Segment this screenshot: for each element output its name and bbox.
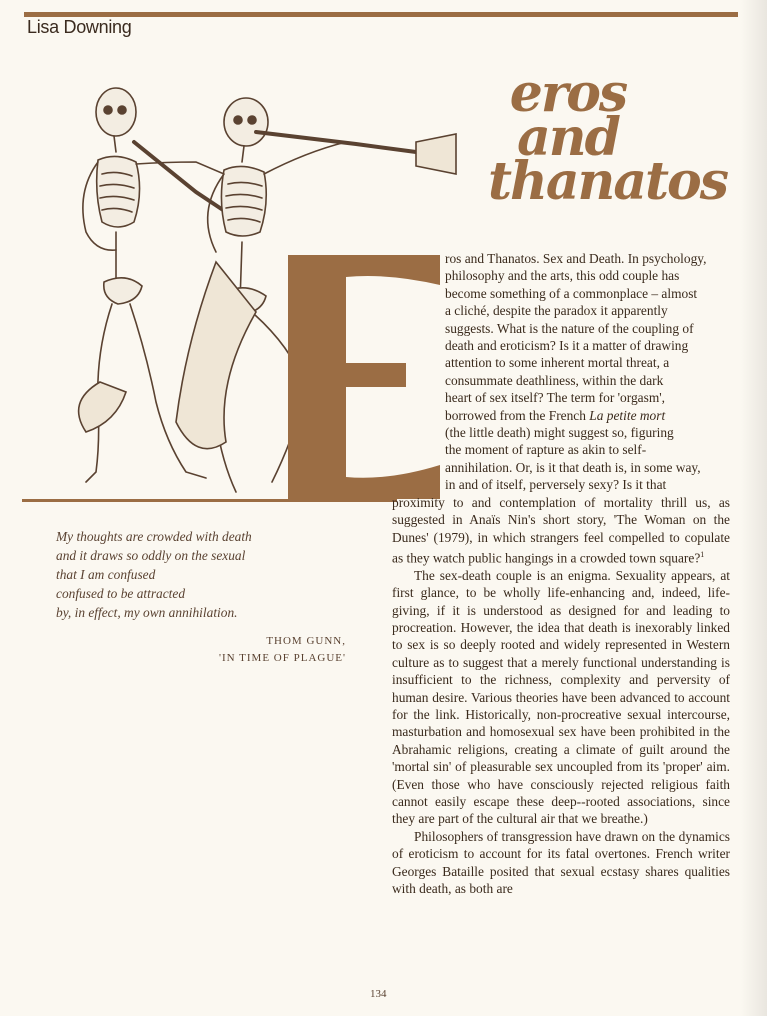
poem-source: 'IN TIME OF PLAGUE' <box>219 652 346 664</box>
line <box>445 407 730 424</box>
line: a cliché, despite the paradox it apparently <box>445 303 668 319</box>
line: attention to some inherent mortal threat, a <box>445 355 670 371</box>
poem-line: confused to be attracted <box>56 586 186 601</box>
line-text: borrowed from the French <box>445 407 590 423</box>
line: annihilation. Or, is it that death is, in some way, <box>445 459 701 475</box>
opening-lines <box>445 250 730 494</box>
title-line-1: eros <box>509 63 627 124</box>
line: suggests. What is the nature of the coupling of <box>445 320 694 336</box>
line: the moment of rapture as akin to self- <box>445 442 647 458</box>
paragraph-3: Philosophers of transgression have drawn on the dynamics of eroticism to account for its fatal overtones. French writer Georges Bataille posited that sexual ecstasy shares qualities with death, as both are <box>392 828 730 897</box>
poem-line: by, in effect, my own annihilation. <box>56 605 238 620</box>
italic-phrase: La petite mort <box>589 407 666 423</box>
chapter-title <box>488 63 727 212</box>
line: ros and Thanatos. Sex and Death. In psychology, <box>445 251 707 266</box>
line: philosophy and the arts, this odd couple has <box>445 268 680 284</box>
illustration-baseline-rule <box>22 499 397 502</box>
epigraph-poem <box>56 527 356 622</box>
page-number: 134 <box>370 988 387 1000</box>
poem-line: and it draws so oddly on the sexual <box>56 548 246 563</box>
poem-line: that I am confused <box>56 567 156 582</box>
line: death and eroticism? Is it a matter of drawing <box>445 338 689 354</box>
paragraph-1-continued: proximity to and contemplation of mortality thrill us, as suggested in Anaïs Nin's short story, 'The Woman on the Dunes' (1979), in which strangers feel compelled to copulate as they watch public hangings in a crowded town square?$^1$ <box>392 494 730 566</box>
poem-line: My thoughts are crowded with death <box>56 529 252 544</box>
line: in and of itself, perversely sexy? Is it that <box>445 477 667 493</box>
page-edge-shadow <box>741 0 767 1016</box>
line: (the little death) might suggest so, figuring <box>445 425 674 441</box>
line: consummate deathliness, within the dark <box>445 372 664 388</box>
epigraph-attribution <box>204 633 346 667</box>
paragraph-2: The sex-death couple is an enigma. Sexuality appears, at first glance, to be wholly life-enhancing and, indeed, life-giving, if it is understood as designed for and leading to procreation. However, the idea that death is inexorably linked to sex is so deeply rooted and widely represented in Western culture as to suggest that a merely functional understanding is insufficient to the richness, complexity and perversity of human desire. Various theories have been advanced to account for the link. Historically, non-procreative sexual intercourse, masturbation and homosexual sex have been prohibited in the Abrahamic religions, creating a climate of guilt around the 'mortal sin' of pleasurable sex uncoupled from its 'proper' aim. (Even those who have consciously rejected religious faith cannot easily escape these deep--rooted associations, since they are part of the cultural air that we breathe.) <box>392 567 730 827</box>
line: heart of sex itself? The term for 'orgasm', <box>445 390 665 406</box>
title-line-3: thanatos <box>488 151 727 212</box>
line: become something of a commonplace – almost <box>445 285 698 301</box>
article-body <box>392 250 730 898</box>
footnote-marker: 1 <box>700 549 705 559</box>
running-header-author: Lisa Downing <box>27 17 132 37</box>
poem-author: THOM GUNN, <box>266 635 346 647</box>
title-line-2: and <box>517 107 619 168</box>
